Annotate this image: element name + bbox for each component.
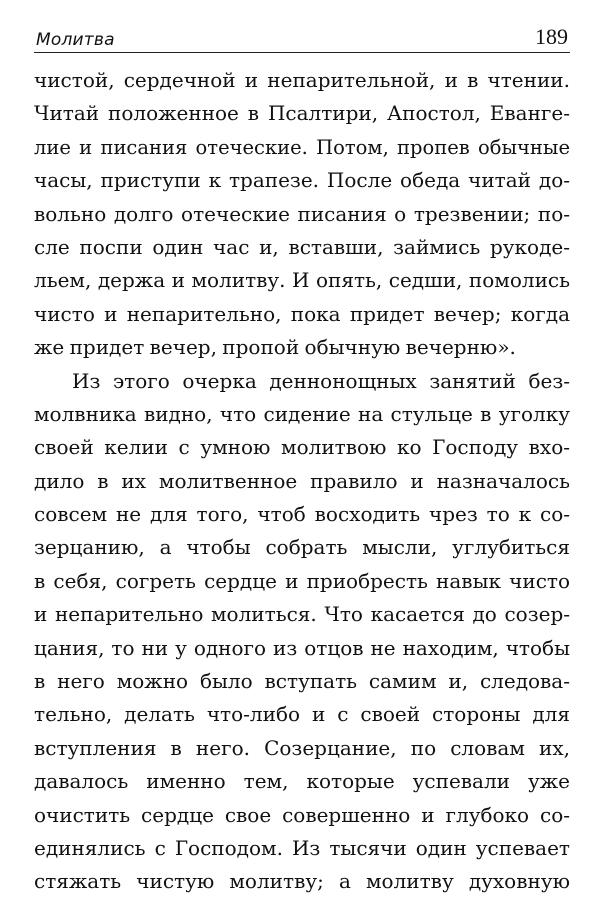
text-line: дило в их молитвенное правило и назначалось xyxy=(34,468,570,493)
page-number: 189 xyxy=(535,24,568,49)
text-line: лие и писания отеческие. Потом, пропев обычные xyxy=(34,135,570,159)
text-line: цания, то ни у одного из отцов не находим, чтобы xyxy=(34,635,570,660)
text-line: единялись с Господом. Из тысячи один успевает xyxy=(34,835,570,860)
text-line: вступления в него. Созерцание, по словам их, xyxy=(34,735,570,760)
text-line: молвника видно, что сидение на стульце в уголку xyxy=(34,401,570,426)
header-rule xyxy=(34,52,570,53)
body-text xyxy=(34,64,570,899)
text-line: чисто и непарительно, пока придет вечер; когда xyxy=(34,301,570,326)
text-line: в себя, согреть сердце и приобресть навык чисто xyxy=(34,568,570,593)
running-head-title: Молитва xyxy=(36,30,115,50)
text-line: же придет вечер, пропой обычную вечерню». xyxy=(34,335,516,360)
text-line: очистить сердце свое совершенно и глубоко со- xyxy=(34,802,570,827)
text-line: зерцанию, а чтобы собрать мысли, углубиться xyxy=(34,535,570,560)
running-head xyxy=(36,24,568,50)
text-line: стяжать чистую молитву; а молитву духовную xyxy=(34,869,570,894)
text-line: своей келии с умною молитвою ко Господу вхо- xyxy=(34,435,570,460)
text-line: и непарительно молиться. Что касается до созер- xyxy=(34,602,570,627)
text-line: сле поспи один час и, вставши, займись рукоде- xyxy=(34,234,570,259)
text-line: чистой, сердечной и непарительной, и в чтении. xyxy=(34,68,570,92)
text-line: давалось именно тем, которые успевали уже xyxy=(34,769,570,794)
text-line: льем, держа и молитву. И опять, седши, помолись xyxy=(34,268,570,293)
text-line: часы, приступи к трапезе. После обеда читай до- xyxy=(34,168,570,193)
text-line: совсем не для того, чтоб восходить чрез то к со- xyxy=(34,502,570,527)
text-line: в него можно было вступать самим и, следова- xyxy=(34,669,570,694)
text-line: Читай положенное в Псалтири, Апостол, Еванге- xyxy=(34,101,570,126)
text-line: вольно долго отеческие писания о трезвении; по- xyxy=(34,201,570,226)
text-line: Из этого очерка деннонощных занятий без- xyxy=(72,368,570,393)
text-line: тельно, делать что-либо и с своей стороны для xyxy=(34,702,570,727)
